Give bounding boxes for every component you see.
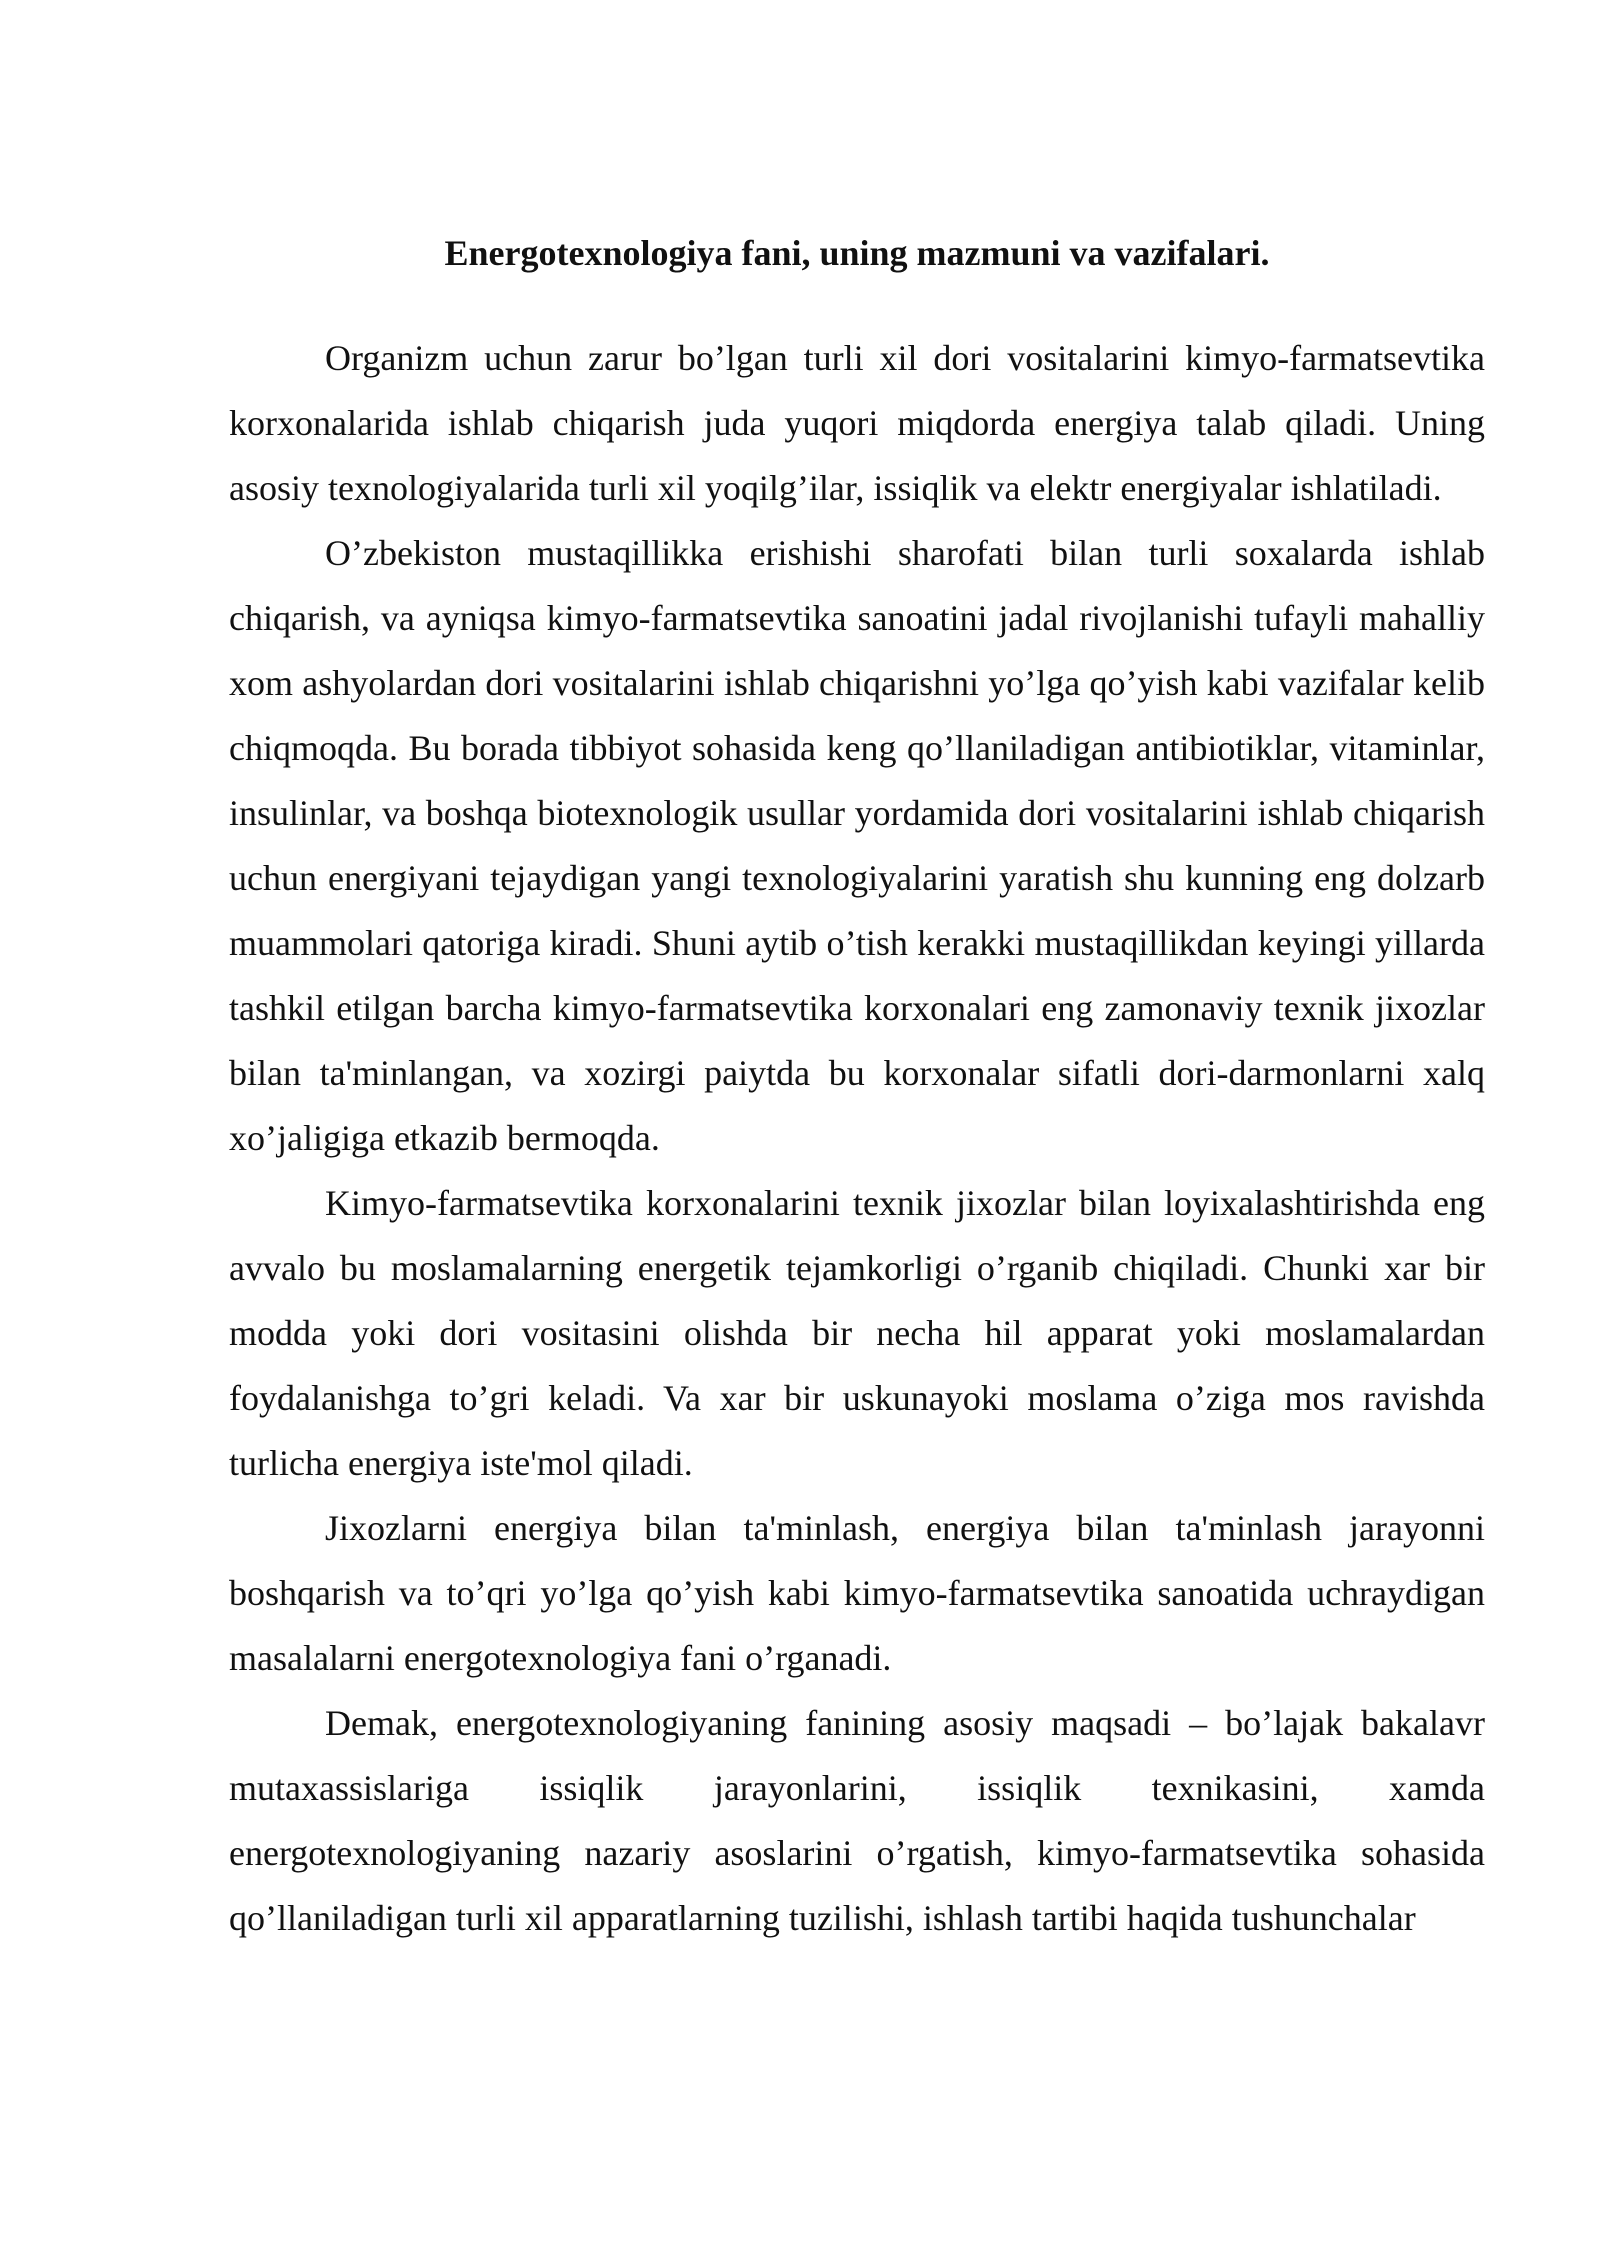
paragraph-5: Demak, energotexnologiyaning fanining asosiy maqsadi – bo’lajak bakalavr mutaxassislariga issiqlik jarayonlarini, issiqlik texnikasini, xamda energotexnologiyaning nazariy asoslarini o’rgatish, kimyo-farmatsevtika sohasida qo’llaniladigan turli xil apparatlarning tuzilishi, ishlash tartibi haqida tushunchalar <box>229 1703 1485 1938</box>
paragraph-4: Jixozlarni energiya bilan ta'minlash, energiya bilan ta'minlash jarayonni boshqarish va to’qri yo’lga qo’yish kabi kimyo-farmatsevtika sanoatida uchraydigan masalalarni energotexnologiya fani o’rganadi. <box>229 1508 1485 1678</box>
document-title: Energotexnologiya fani, uning mazmuni va vazifalari. <box>444 233 1270 273</box>
document-page <box>229 228 1485 1951</box>
paragraph-1: Organizm uchun zarur bo’lgan turli xil dori vositalarini kimyo-farmatsevtika korxonalarida ishlab chiqarish juda yuqori miqdorda energiya talab qiladi. Uning asosiy texnologiyalarida turli xil yoqilg’ilar, issiqlik va elektr energiyalar ishlatiladi. <box>229 338 1485 508</box>
paragraph-3: Kimyo-farmatsevtika korxonalarini texnik jixozlar bilan loyixalashtirishda eng avvalo bu moslamalarning energetik tejamkorligi o’rganib chiqiladi. Chunki xar bir modda yoki dori vositasini olishda bir necha hil apparat yoki moslamalardan foydalanishga to’gri keladi. Va xar bir uskunayoki moslama o’ziga mos ravishda turlicha energiya iste'mol qiladi. <box>229 1183 1485 1483</box>
paragraph-2: O’zbekiston mustaqillikka erishishi sharofati bilan turli soxalarda ishlab chiqarish, va ayniqsa kimyo-farmatsevtika sanoatini jadal rivojlanishi tufayli mahalliy xom ashyolardan dori vositalarini ishlab chiqarishni yo’lga qo’yish kabi vazifalar kelib chiqmoqda. Bu borada tibbiyot sohasida keng qo’llaniladigan antibiotiklar, vitaminlar, insulinlar, va boshqa biotexnologik usullar yordamida dori vositalarini ishlab chiqarish uchun energiyani tejaydigan yangi texnologiyalarini yaratish shu kunning eng dolzarb muammolari qatoriga kiradi. Shuni aytib o’tish kerakki mustaqillikdan keyingi yillarda tashkil etilgan barcha kimyo-farmatsevtika korxonalari eng zamonaviy texnik jixozlar bilan ta'minlangan, va xozirgi paiytda bu korxonalar sifatli dori-darmonlarni xalq xo’jaligiga etkazib bermoqda. <box>229 533 1485 1158</box>
